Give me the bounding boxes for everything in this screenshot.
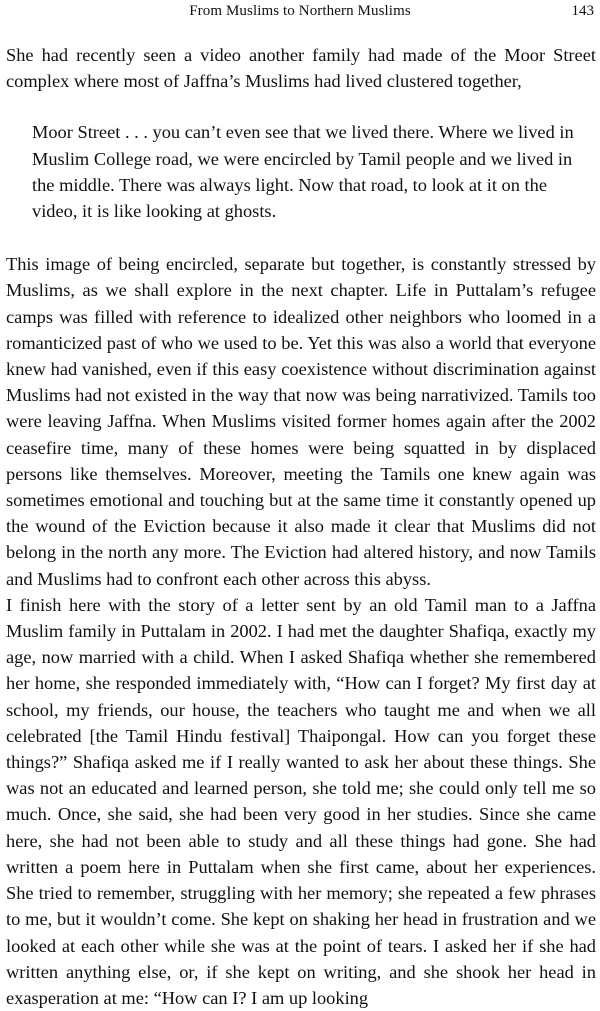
paragraph-encircled: This image of being encircled, separate but together, is constantly stressed by Muslims, as we shall explore in the next chapter. Life in Puttalam’s refugee camps was filled with reference to idealized other neighbors who loomed in a romanticized past of who we used to be. Yet this was also a world that everyone knew had vanished, even if this easy coexistence without discrimination against Muslims had not existed in the way that now was being narrativized. Tamils too were leaving Jaffna. When Muslims visited former homes again after the 2002 ceasefire time, many of these homes were being squatted in by displaced persons like themselves. Moreover, meeting the Tamils one knew again was sometimes emotional and touching but at the same time it constantly opened up the wound of the Eviction because it also made it clear that Muslims did not belong in the north any more. The Eviction had altered history, and now Tamils and Muslims had to confront each other across this abyss. — [6, 254, 596, 589]
body-text — [6, 42, 596, 1011]
running-title: From Muslims to Northern Muslims — [189, 3, 411, 19]
paragraph-letter-story: I finish here with the story of a letter sent by an old Tamil man to a Jaffna Muslim family in Puttalam in 2002. I had met the daughter Shafiqa, exactly my age, now married with a child. When I asked Shafiqa whether she remembered her home, she responded immediately with, “How can I forget? My first day at school, my friends, our house, the teachers who taught me and when we all celebrated [the Tamil Hindu festival] Thaipongal. How can you forget these things?” Shafiqa asked me if I really wanted to ask her about these things. She was not an educated and learned person, she told me; she could only tell me so much. Once, she said, she had been very good in her studies. Since she came here, she had not been able to study and all these things had gone. She had written a poem here in Puttalam when she first came, about her experiences. She tried to remember, struggling with her memory; she repeated a few phrases to me, but it wouldn’t come. She kept on shaking her head in frustration and we looked at each other while she was at the point of tears. I asked her if she had written anything else, or, if she kept on writing, and she shook her head in exasperation at me: “How can I? I am up looking — [6, 594, 596, 1008]
paragraph-intro: She had recently seen a video another family had made of the Moor Street complex where most of Jaffna’s Muslims had lived clustered together, — [6, 45, 596, 92]
page-number: 143 — [571, 3, 594, 19]
block-quote: Moor Street . . . you can’t even see that we lived there. Where we lived in Muslim College road, we were encircled by Tamil people and we lived in the middle. There was always light. Now that road, to look at it on the video, it is like looking at ghosts. — [32, 122, 574, 222]
running-head — [6, 3, 594, 25]
